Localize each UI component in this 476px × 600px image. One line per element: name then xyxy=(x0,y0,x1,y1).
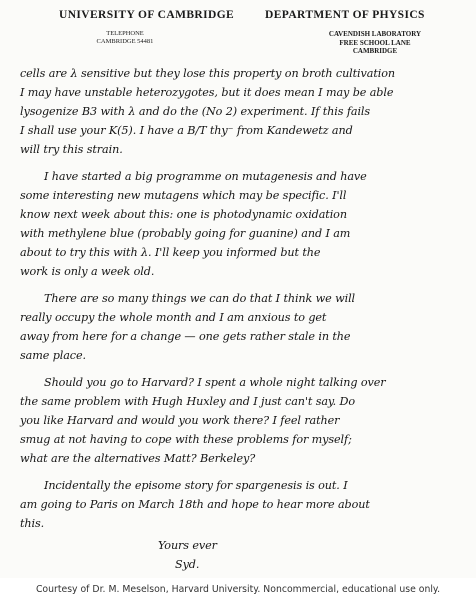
address-line: CAMBRIDGE xyxy=(352,47,398,55)
letter-line: you like Harvard and would you work there? I feel rather xyxy=(20,414,340,427)
letter-signature: Syd. xyxy=(175,558,200,571)
letter-line: away from here for a change — one gets rather stale in the xyxy=(20,330,351,343)
letter-line: smug at not having to cope with these problems for myself; xyxy=(20,433,352,446)
letter-closing: Yours ever xyxy=(158,539,217,552)
letter-line: the same problem with Hugh Huxley and I just can't say. Do xyxy=(20,395,356,408)
letter-line: I may have unstable heterozygotes, but it does mean I may be able xyxy=(20,86,394,99)
telephone-label: TELEPHONE xyxy=(106,30,144,37)
letter-line: what are the alternatives Matt? Berkeley? xyxy=(20,452,256,465)
letter-line: Incidentally the episome story for spargenesis is out. I xyxy=(44,479,348,492)
address-block xyxy=(320,30,430,56)
letter-line: really occupy the whole month and I am anxious to get xyxy=(20,311,327,324)
telephone-number: CAMBRIDGE 54481 xyxy=(96,38,154,45)
letter-line: this. xyxy=(20,517,45,530)
department-heading: DEPARTMENT OF PHYSICS xyxy=(265,9,425,21)
letter-line: same place. xyxy=(20,349,86,362)
letter-line: some interesting new mutagens which may be specific. I'll xyxy=(20,189,347,202)
letter-line: lysogenize B3 with λ and do the (No 2) experiment. If this fails xyxy=(20,105,371,118)
letter-line: with methylene blue (probably going for guanine) and I am xyxy=(20,227,351,240)
letter-line: will try this strain. xyxy=(20,143,123,156)
letter-line: I shall use your K(5). I have a B/T thy⁻ from Kandewetz and xyxy=(20,124,353,137)
credit-footer: Courtesy of Dr. M. Meselson, Harvard University. Noncommercial, educational use only. xyxy=(0,580,476,600)
letter-line: work is only a week old. xyxy=(20,265,155,278)
letter-line: know next week about this: one is photodynamic oxidation xyxy=(20,208,347,221)
address-line: CAVENDISH LABORATORY xyxy=(328,30,422,38)
letter-line: cells are λ sensitive but they lose this property on broth cultivation xyxy=(20,67,395,80)
address-line: FREE SCHOOL LANE xyxy=(339,38,411,47)
telephone-block xyxy=(90,30,160,46)
letter-line: about to try this with λ. I'll keep you informed but the xyxy=(20,246,321,259)
letter-line: Should you go to Harvard? I spent a whole night talking over xyxy=(44,376,386,389)
university-heading: UNIVERSITY OF CAMBRIDGE xyxy=(59,9,235,21)
letter-line: I have started a big programme on mutagenesis and have xyxy=(44,170,367,183)
letter-line: am going to Paris on March 18th and hope to hear more about xyxy=(20,498,370,511)
letter-line: There are so many things we can do that I think we will xyxy=(44,292,356,305)
